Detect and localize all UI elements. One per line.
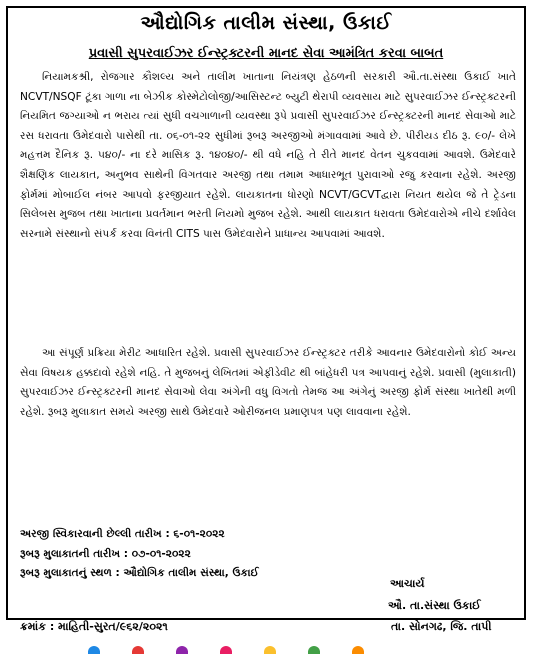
footer-dot — [220, 646, 232, 654]
footer-dot — [88, 646, 100, 654]
notice-box — [6, 6, 526, 633]
footer-dot — [176, 646, 188, 654]
signatory-title: આચાર્ય — [390, 577, 425, 590]
details-list — [20, 525, 259, 584]
reference-number: ક્રમાંક : માહિતી-સુરત/૯૬૨/૨૦૨૧ — [20, 620, 168, 633]
signatory-office: ઔ. તા.સંસ્થા ઉકાઈ — [388, 599, 481, 612]
notice-subject: પ્રવાસી સુપરવાઈઝર ઈન્સ્ટ્રક્ટરની માનદ સેવા આમંત્રિત કરવા બાબત — [88, 46, 444, 61]
notice-paragraph-1: નિયામકશ્રી, રોજગાર કૌશલ્ય અને તાલીમ ખાતાના નિયંત્રણ હેઠળની સરકારી ઔ.તા.સંસ્થા ઉકાઈ ખાતે NCVT/NSQF ટૂંકા ગાળા ના બેઝીક કોસ્મેટોલોજી/આસિસ્ટન્ટ બ્યુટી થેરાપી વ્યવસાય માટે સુપરવાઈઝર ઈન્સ્ટ્રક્ટરની નિયમિત જગ્યાઓ ન ભરાય ત્યાં સુધી વચગાળાની વ્યવસ્થા રૂપે પ્રવાસી સુપરવાઈઝર ઈન્સ્ટ્રક્ટરની માનદ સેવાઓ માટે રસ ધરાવતા ઉમેદવારો પાસેથી તા. ૦૬-૦૧-૨૨ સુધીમાં રૂબરૂ અરજીઓ મંગાવવામાં આવે છે. પીરીયડ દીઠ રૂ. ૯૦/- લેખે મહત્તમ દૈનિક રૂ. ૫૪૦/- ના દરે માસિક રૂ. ૧૪૦૪૦/- થી વધે નહિ તે રીતે માનદ વેતન ચુકવવામાં આવશે. ઉમેદવારે શૈક્ષણિક લાયકાત, અનુભવ સાથેની વિગતવાર અરજી તથા તમામ આધારભૂત પુરાવાઓ રજુ કરવાના રહેશે. અરજી ફોર્મમાં મોબાઈલ નંબર આપવો ફરજીયાત રહેશે. લાયકાતના ધોરણો NCVT/GCVTદ્વારા નિયત થયેલ જે તે ટ્રેડના સિલેબસ મુજબ તથા ખાતાના પ્રવર્તમાન ભરતી નિયમો મુજબ રહેશે. આથી લાયકાત ધરાવતા ઉમેદવારોએ નીચે દર્શાવેલ સરનામે સંસ્થાનો સંપર્ક કરવા વિનંતી CITS પાસ ઉમેદવારોને પ્રાધાન્ય આપવામાં આવશે. — [20, 71, 516, 240]
signatory-place: તા. સોનગઢ, જિ. તાપી — [391, 620, 492, 633]
footer-dot — [308, 646, 320, 654]
notice-paragraph-2: આ સંપૂર્ણ પ્રક્રિયા મેરીટ આધારિત રહેશે. પ્રવાસી સુપરવાઈઝર ઈન્સ્ટ્રક્ટર તરીકે આવનાર ઉમેદવારોનો કોઈ અન્ય સેવા વિષયક હક્કદાવો રહેશે નહિ. તે મુજબનું લેખિતમાં એફીડેવીટ થી બાંહેધરી પત્ર આપવાનું રહેશે. પ્રવાસી (મુલાકાતી) સુપરવાઈઝર ઈન્સ્ટ્રક્ટરની માનદ સેવાઓ લેવા અંગેની વધુ વિગતો તેમજ આ અંગેનું અરજી ફોર્મ સંસ્થા ખાતેથી મળી રહેશે. રૂબરૂ મુલાકાત સમયે અરજી સાથે ઉમેદવારે ઓરીજનલ પ્રમાણપત્ર પણ લાવવાના રહેશે. — [20, 347, 516, 418]
footer-dot — [352, 646, 364, 654]
interview-place-line: રૂબરૂ મુલાકાતનું સ્થળ : ઔદ્યોગિક તાલીમ સંસ્થા, ઉકાઈ — [20, 567, 259, 580]
notice-title: ઔદ્યોગિક તાલીમ સંસ્થા, ઉકાઈ — [140, 12, 392, 34]
interview-date-line: રૂબરૂ મુલાકાતની તારીખ : ૦૭-૦૧-૨૦૨૨ — [20, 547, 191, 560]
last-date-line: અરજી સ્વિકારવાની છેલ્લી તારીખ : ૬-૦૧-૨૦૨૨ — [20, 528, 225, 540]
footer-dot — [132, 646, 144, 654]
footer-dot — [264, 646, 276, 654]
